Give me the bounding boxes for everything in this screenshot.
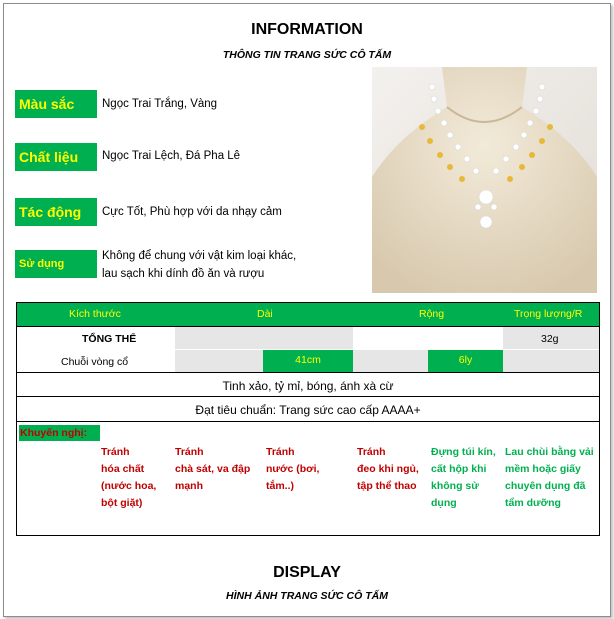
rec-impact: Tránh chà sát, va đập mạnh [175, 446, 251, 492]
display-subtitle: HÌNH ẢNH TRANG SỨC CÔ TẤM [226, 590, 388, 602]
rec-cleaning: Lau chùi bằng vải mềm hoặc giấy chuyên dụng đã tẩm dưỡng [505, 446, 594, 509]
effect-label: Tác động [15, 198, 97, 226]
necklace-image [372, 67, 597, 293]
header-weight: Trọng lượng/R [514, 308, 583, 320]
header-width: Rộng [419, 308, 445, 320]
overall-length-cell [175, 327, 353, 349]
rec-storage: Đựng túi kín, cất hộp khi không sử dụng [431, 446, 496, 509]
row-chain-label: Chuỗi vòng cổ [61, 356, 129, 368]
header-length: Dài [257, 308, 273, 320]
color-label: Màu sắc [15, 90, 97, 118]
usage-label: Sử dụng [15, 250, 97, 278]
necklace-photo [372, 67, 597, 293]
chain-width-cell: 6ly [428, 350, 503, 372]
info-title: INFORMATION [251, 21, 363, 38]
rec-water: Tránh nước (bơi, tắm..) [266, 446, 320, 492]
info-table [16, 302, 600, 536]
material-label: Chất liệu [15, 143, 97, 171]
rec-sleep: Tránh đeo khi ngủ, tập thể thao [357, 446, 419, 492]
chain-weight-cell [503, 350, 599, 372]
display-title: DISPLAY [273, 564, 341, 581]
usage-line-1: Không để chung với vật kim loại khác, [102, 250, 297, 262]
row-overall-label: TỔNG THỂ [82, 333, 137, 345]
usage-line-2: lau sạch khi dính đồ ăn và rượu [102, 268, 265, 280]
table-header [17, 303, 599, 327]
chain-cell-a [175, 350, 263, 372]
material-value: Ngọc Trai Lệch, Đá Pha Lê [102, 150, 241, 162]
usage-value [102, 247, 296, 283]
row-overall-weight: 32g [541, 333, 559, 345]
standard-note: Đạt tiêu chuẩn: Trang sức cao cấp AAAA+ [195, 403, 421, 417]
info-subtitle: THÔNG TIN TRANG SỨC CÔ TẤM [222, 49, 392, 61]
header-size: Kích thước [69, 308, 121, 320]
recommend-label: Khuyến nghị: [19, 425, 100, 441]
rec-chemicals: Tránh hóa chất (nước hoa, bột giặt) [101, 446, 157, 509]
quality-note: Tinh xảo, tỷ mỉ, bóng, ánh xà cừ [222, 379, 394, 393]
color-value: Ngọc Trai Trắng, Vàng [102, 98, 218, 110]
chain-length-cell: 41cm [263, 350, 353, 372]
chain-cell-b [353, 350, 428, 372]
effect-value: Cực Tốt, Phù hợp với da nhạy cảm [102, 206, 282, 218]
